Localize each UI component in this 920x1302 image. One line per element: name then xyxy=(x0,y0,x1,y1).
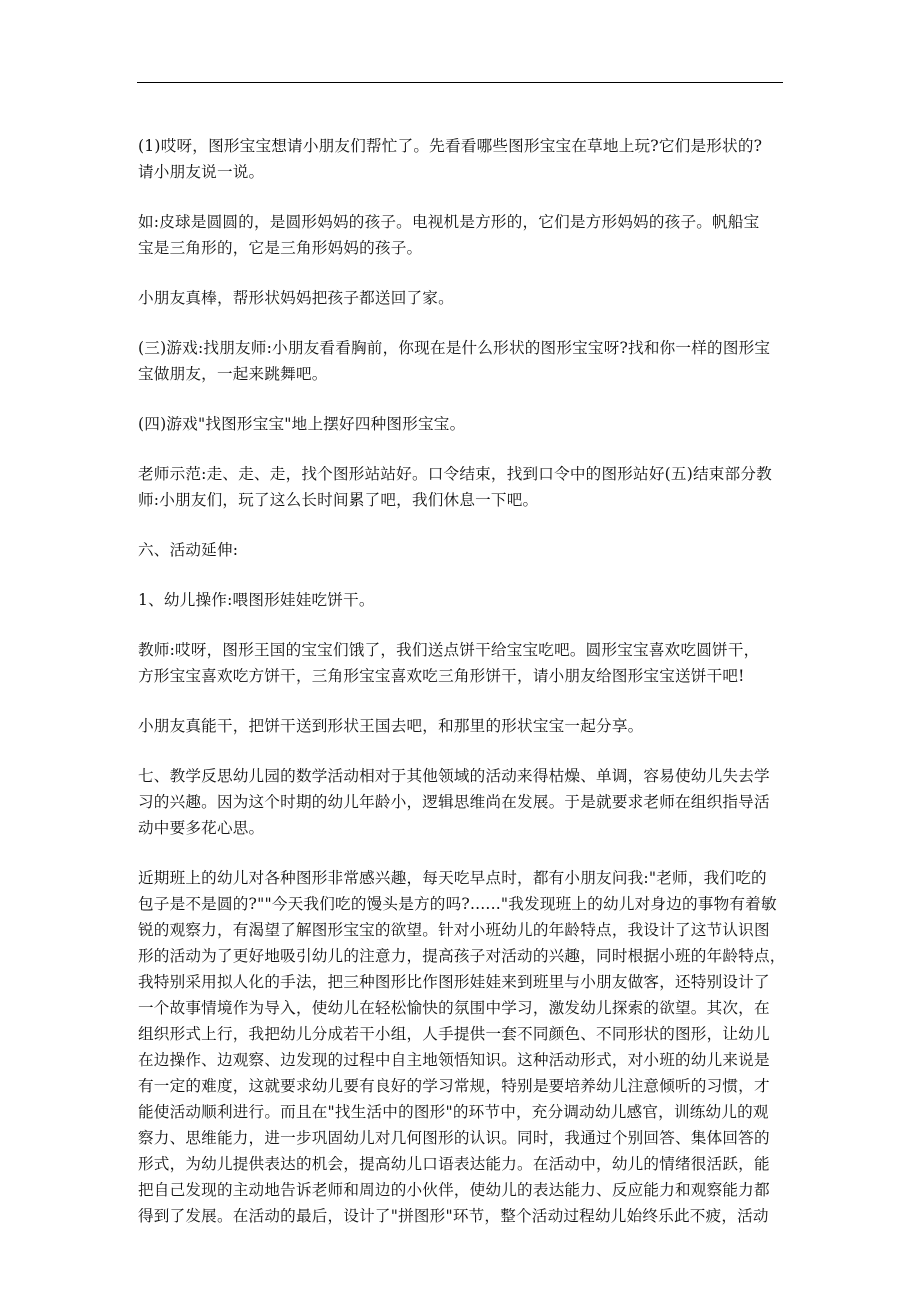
text-line: 习的兴趣。因为这个时期的幼儿年龄小，逻辑思维尚在发展。于是就要求老师在组织指导活 xyxy=(138,793,770,811)
text-line: 组织形式上行，我把幼儿分成若干小组，人手提供一套不同颜色、不同形状的图形，让幼儿 xyxy=(138,1025,770,1043)
text-line: 有一定的难度，这就要求幼儿要有良好的学习常规，特别是要培养幼儿注意倾听的习惯，才 xyxy=(138,1077,770,1095)
paragraph xyxy=(138,411,784,437)
paragraph xyxy=(138,285,784,311)
paragraph xyxy=(138,587,784,613)
text-line: 七、教学反思幼儿园的数学活动相对于其他领域的活动来得枯燥、单调，容易使幼儿失去学 xyxy=(138,767,770,785)
text-line: 小朋友真能干，把饼干送到形状王国去吧，和那里的形状宝宝一起分享。 xyxy=(138,717,644,735)
paragraph xyxy=(138,133,784,185)
text-line: 能使活动顺利进行。而且在"找生活中的图形"的环节中，充分调动幼儿感官，训练幼儿的观 xyxy=(138,1103,769,1121)
text-line: 小朋友真棒，帮形状妈妈把孩子都送回了家。 xyxy=(138,289,454,307)
text-line: 六、活动延伸: xyxy=(138,541,239,559)
text-line: 1、幼儿操作:喂图形娃娃吃饼干。 xyxy=(138,591,375,609)
text-line: 把自己发现的主动地告诉老师和周边的小伙伴，使幼儿的表达能力、反应能力和观察能力都 xyxy=(138,1181,770,1199)
text-line: (三)游戏:找朋友师:小朋友看看胸前，你现在是什么形状的图形宝宝呀?找和你一样的图形宝 xyxy=(138,339,771,357)
text-line: 察力、思维能力，进一步巩固幼儿对几何图形的认识。同时，我通过个别回答、集体回答的 xyxy=(138,1129,770,1147)
text-line: 老师示范:走、走、走，找个图形站站好。口令结束，找到口令中的图形站好(五)结束部分教 xyxy=(138,465,772,483)
paragraph xyxy=(138,537,784,563)
text-line: 在边操作、边观察、边发现的过程中自主地领悟知识。这种活动形式，对小班的幼儿来说是 xyxy=(138,1051,770,1069)
text-line: 动中要多花心思。 xyxy=(138,819,265,837)
text-line: 锐的观察力，有渴望了解图形宝宝的欲望。针对小班幼儿的年龄特点，我设计了这节认识图 xyxy=(138,921,770,939)
text-line: 如:皮球是圆圆的，是圆形妈妈的孩子。电视机是方形的，它们是方形妈妈的孩子。帆船宝 xyxy=(138,213,760,231)
text-line: (四)游戏"找图形宝宝"地上摆好四种图形宝宝。 xyxy=(138,415,466,433)
text-line: 我特别采用拟人化的手法，把三种图形比作图形娃娃来到班里与小朋友做客，还特别设计了 xyxy=(138,973,770,991)
text-line: 师:小朋友们，玩了这么长时间累了吧，我们休息一下吧。 xyxy=(138,491,539,509)
text-line: 得到了发展。在活动的最后，设计了"拼图形"环节，整个活动过程幼儿始终乐此不疲，活动 xyxy=(138,1207,769,1225)
text-line: 包子是不是圆的?""今天我们吃的馒头是方的吗?......"我发现班上的幼儿对身边的事物有着敏 xyxy=(138,895,777,913)
paragraph xyxy=(138,461,784,513)
document-body xyxy=(138,133,784,1253)
text-line: (1)哎呀，图形宝宝想请小朋友们帮忙了。先看看哪些图形宝宝在草地上玩?它们是形状的? xyxy=(138,137,763,155)
text-line: 形的活动为了更好地吸引幼儿的注意力，提高孩子对活动的兴趣，同时根据小班的年龄特点， xyxy=(138,947,786,965)
text-line: 宝是三角形的，它是三角形妈妈的孩子。 xyxy=(138,239,423,257)
paragraph xyxy=(138,209,784,261)
paragraph xyxy=(138,335,784,387)
paragraph xyxy=(138,713,784,739)
text-line: 近期班上的幼儿对各种图形非常感兴趣，每天吃早点时，都有小朋友问我:"老师，我们吃的 xyxy=(138,869,767,887)
text-line: 一个故事情境作为导入，使幼儿在轻松愉快的氛围中学习，激发幼儿探索的欲望。其次，在 xyxy=(138,999,770,1017)
paragraph xyxy=(138,637,784,689)
paragraph xyxy=(138,865,784,1229)
text-line: 形式，为幼儿提供表达的机会，提高幼儿口语表达能力。在活动中，幼儿的情绪很活跃，能 xyxy=(138,1155,770,1173)
text-line: 方形宝宝喜欢吃方饼干，三角形宝宝喜欢吃三角形饼干，请小朋友给图形宝宝送饼干吧! xyxy=(138,667,745,685)
paragraph xyxy=(138,763,784,841)
text-line: 宝做朋友，一起来跳舞吧。 xyxy=(138,365,328,383)
text-line: 教师:哎呀，图形王国的宝宝们饿了，我们送点饼干给宝宝吃吧。圆形宝宝喜欢吃圆饼干， xyxy=(138,641,760,659)
text-line: 请小朋友说一说。 xyxy=(138,163,265,181)
header-rule xyxy=(137,82,783,83)
